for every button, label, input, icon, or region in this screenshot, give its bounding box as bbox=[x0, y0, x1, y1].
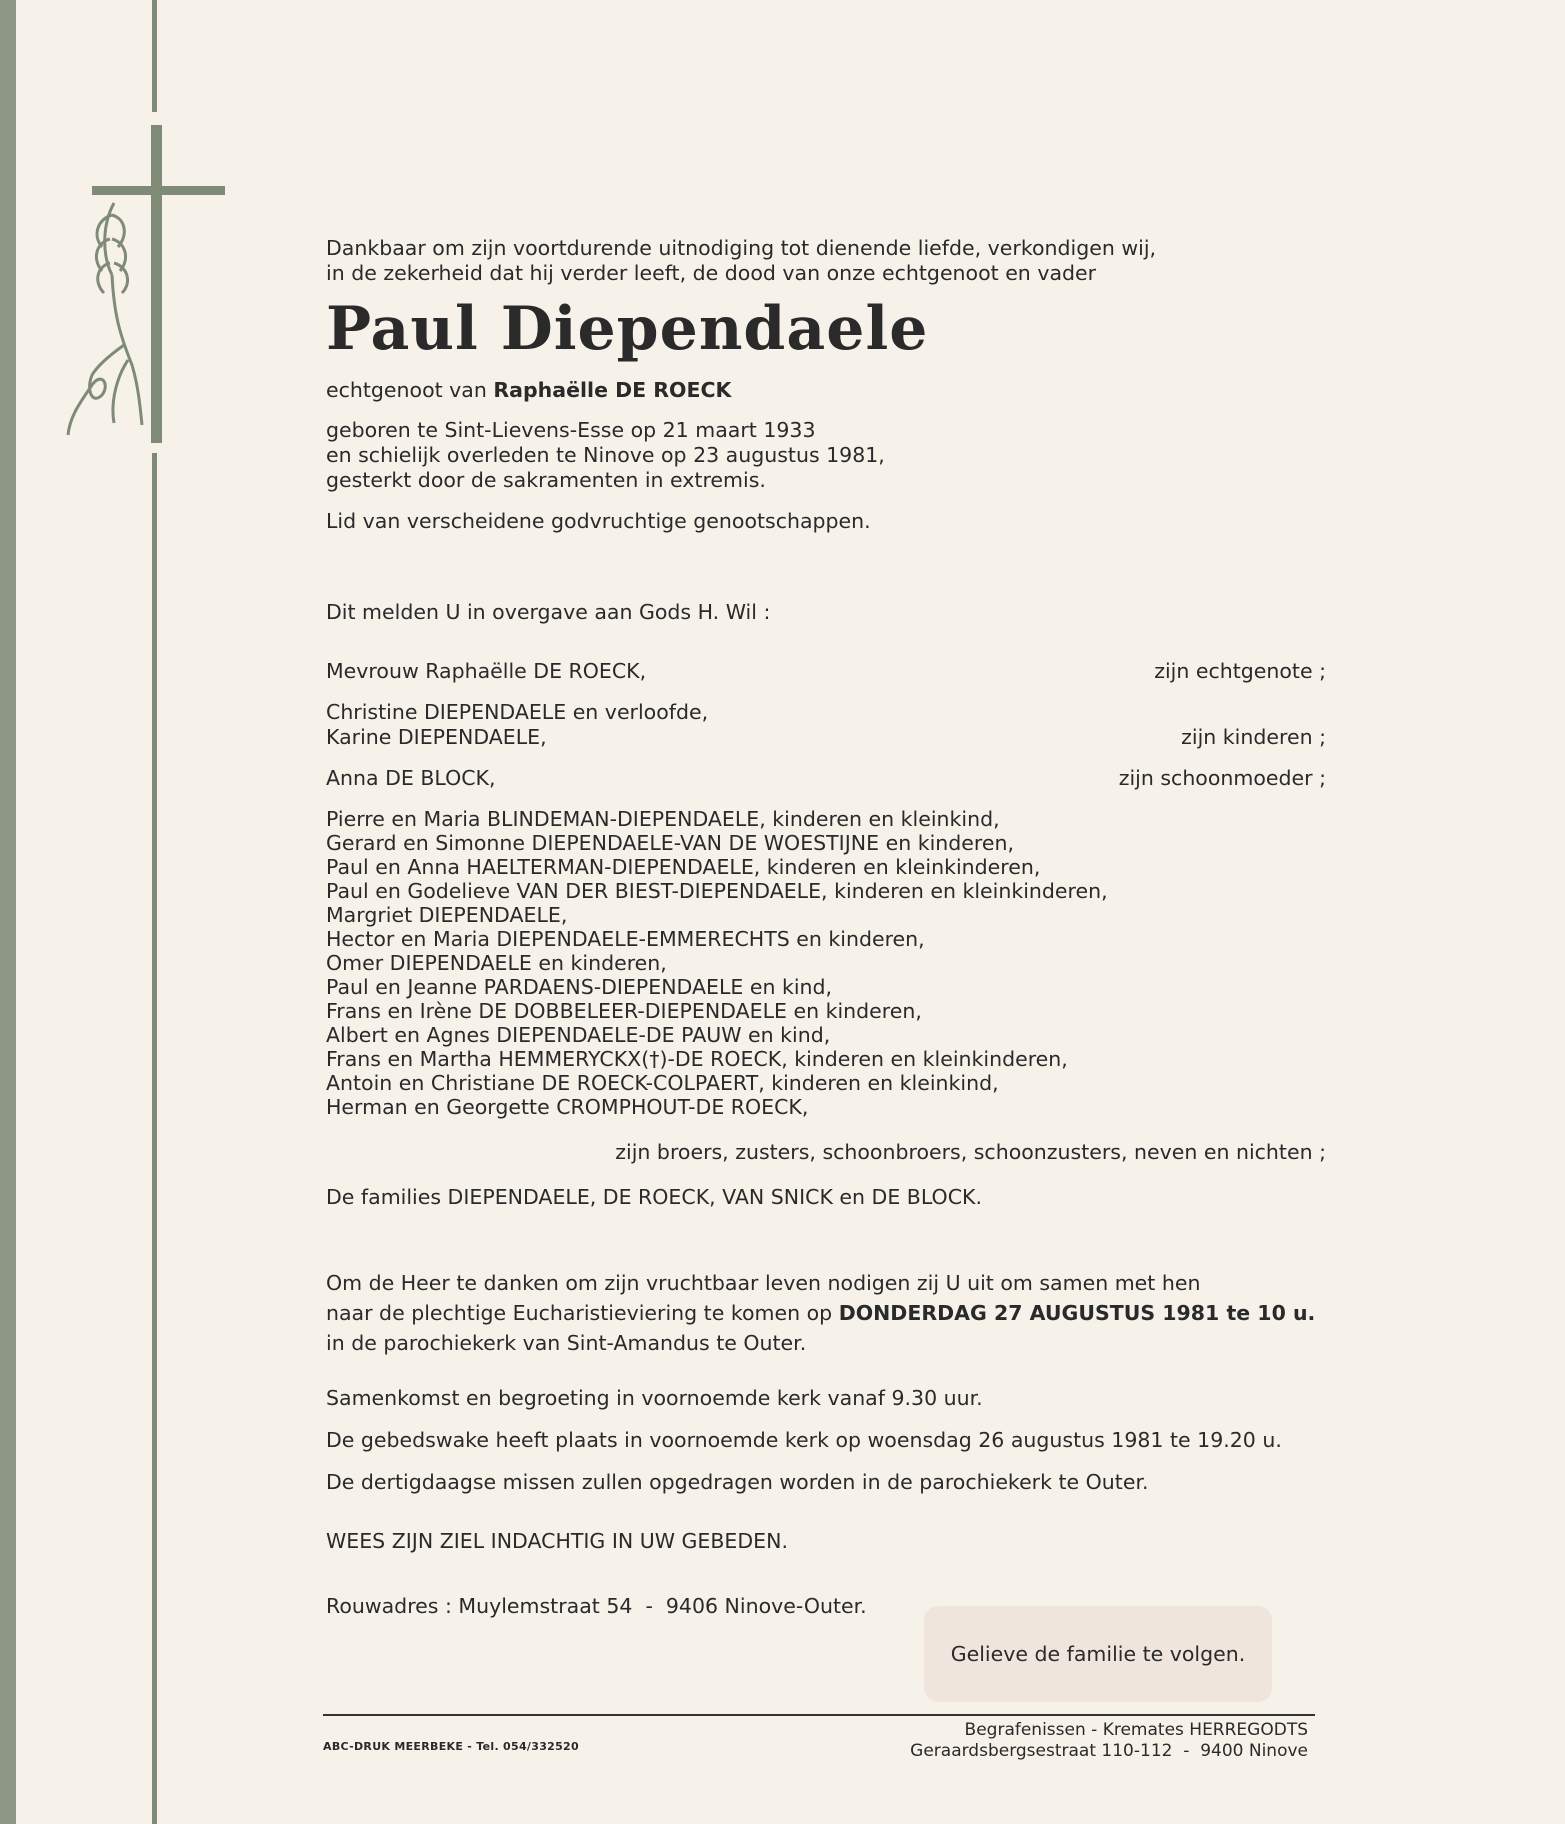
vertical-rule-top bbox=[152, 0, 157, 112]
deceased-name: Paul Diependaele bbox=[326, 294, 929, 364]
siblings-list bbox=[326, 807, 1326, 1165]
spouse-name: Raphaëlle DE ROECK bbox=[493, 378, 732, 402]
address-line: Rouwadres : Muylemstraat 54 - 9406 Ninove-Outer. bbox=[326, 1594, 867, 1618]
list-item: Omer DIEPENDAELE en kinderen, bbox=[326, 951, 667, 975]
list-item: Frans en Irène DE DOBBELEER-DIEPENDAELE en kinderen, bbox=[326, 999, 922, 1023]
mass-line bbox=[326, 1298, 1326, 1328]
left-paper-edge bbox=[0, 0, 16, 1824]
printer-credit: ABC-DRUK MEERBEKE - Tel. 054/332520 bbox=[323, 1740, 579, 1753]
undertaker-line: Begrafenissen - Kremates HERREGODTS bbox=[964, 1720, 1308, 1740]
life-details bbox=[326, 418, 1326, 493]
follow-note-text: Gelieve de familie te volgen. bbox=[950, 1642, 1246, 1666]
vigil-line: De gebedswake heeft plaats in voornoemde kerk op woensdag 26 augustus 1981 te 19.20 u. bbox=[326, 1428, 1282, 1452]
follow-note bbox=[924, 1606, 1272, 1702]
undertaker-line: Geraardsbergsestraat 110-112 - 9400 Ninove bbox=[910, 1741, 1308, 1761]
child-line: Christine DIEPENDAELE en verloofde, bbox=[326, 700, 709, 724]
children-entry-row bbox=[326, 725, 1326, 750]
mother-in-law-entry bbox=[326, 766, 1326, 791]
announcement-line: Dit melden U in overgave aan Gods H. Wil : bbox=[326, 600, 771, 624]
wheat-icon bbox=[62, 195, 158, 445]
intro-line: in de zekerheid dat hij verder leeft, de dood van onze echtgenoot en vader bbox=[326, 261, 1097, 285]
list-item: Paul en Anna HAELTERMAN-DIEPENDAELE, kinderen en kleinkinderen, bbox=[326, 855, 1041, 879]
prayer-line: WEES ZIJN ZIEL INDACHTIG IN UW GEBEDEN. bbox=[326, 1529, 788, 1553]
children-entry bbox=[326, 700, 1326, 750]
children-relation: zijn kinderen ; bbox=[1181, 725, 1326, 749]
spouse-line bbox=[326, 378, 1326, 403]
mass-line-prefix: naar de plechtige Eucharistieviering te komen op bbox=[326, 1301, 833, 1325]
child-line: Karine DIEPENDAELE, bbox=[326, 725, 547, 749]
announcement-body bbox=[326, 236, 1326, 1619]
life-line: gesterkt door de sakramenten in extremis. bbox=[326, 468, 766, 492]
list-item: Paul en Jeanne PARDAENS-DIEPENDAELE en kind, bbox=[326, 975, 833, 999]
list-item: Frans en Martha HEMMERYCKX(†)-DE ROECK, kinderen en kleinkinderen, bbox=[326, 1047, 1068, 1071]
mass-date: DONDERDAG 27 AUGUSTUS 1981 te 10 u. bbox=[838, 1301, 1316, 1325]
list-item: Margriet DIEPENDAELE, bbox=[326, 903, 568, 927]
footer-divider bbox=[323, 1714, 1315, 1716]
list-item: Albert en Agnes DIEPENDAELE-DE PAUW en kind, bbox=[326, 1023, 831, 1047]
list-item: Hector en Maria DIEPENDAELE-EMMERECHTS en kinderen, bbox=[326, 927, 925, 951]
spouse-entry-relation: zijn echtgenote ; bbox=[1154, 659, 1326, 683]
gathering-line: Samenkomst en begroeting in voornoemde kerk vanaf 9.30 uur. bbox=[326, 1386, 983, 1410]
mass-line: Om de Heer te danken om zijn vruchtbaar leven nodigen zij U uit om samen met hen bbox=[326, 1271, 1201, 1295]
list-item: Antoin en Christiane DE ROECK-COLPAERT, kinderen en kleinkind, bbox=[326, 1071, 999, 1095]
intro-line: Dankbaar om zijn voortdurende uitnodiging tot dienende liefde, verkondigen wij, bbox=[326, 236, 1157, 260]
spouse-entry bbox=[326, 659, 1326, 684]
mother-in-law-name: Anna DE BLOCK, bbox=[326, 766, 496, 790]
mass-invitation bbox=[326, 1268, 1326, 1358]
cross-horizontal-bar bbox=[92, 186, 225, 195]
families-line: De families DIEPENDAELE, DE ROECK, VAN SNICK en DE BLOCK. bbox=[326, 1185, 982, 1209]
life-line: en schielijk overleden te Ninove op 23 augustus 1981, bbox=[326, 443, 885, 467]
vertical-rule-bottom bbox=[152, 453, 157, 1824]
masses-line: De dertigdaagse missen zullen opgedragen worden in de parochiekerk te Outer. bbox=[326, 1470, 1149, 1494]
list-item: Paul en Godelieve VAN DER BIEST-DIEPENDAELE, kinderen en kleinkinderen, bbox=[326, 879, 1108, 903]
spouse-prefix: echtgenoot van bbox=[326, 378, 487, 402]
mass-line: in de parochiekerk van Sint-Amandus te Outer. bbox=[326, 1331, 807, 1355]
membership-line: Lid van verscheidene godvruchtige genootschappen. bbox=[326, 509, 871, 533]
undertaker-info bbox=[896, 1720, 1308, 1762]
mother-in-law-relation: zijn schoonmoeder ; bbox=[1118, 766, 1326, 790]
list-item: Herman en Georgette CROMPHOUT-DE ROECK, bbox=[326, 1095, 809, 1119]
list-item: Pierre en Maria BLINDEMAN-DIEPENDAELE, kinderen en kleinkind, bbox=[326, 807, 1000, 831]
spouse-entry-name: Mevrouw Raphaëlle DE ROECK, bbox=[326, 659, 647, 683]
list-item: Gerard en Simonne DIEPENDAELE-VAN DE WOESTIJNE en kinderen, bbox=[326, 831, 1014, 855]
siblings-relation: zijn broers, zusters, schoonbroers, schoonzusters, neven en nichten ; bbox=[615, 1139, 1326, 1164]
life-line: geboren te Sint-Lievens-Esse op 21 maart 1933 bbox=[326, 418, 816, 442]
